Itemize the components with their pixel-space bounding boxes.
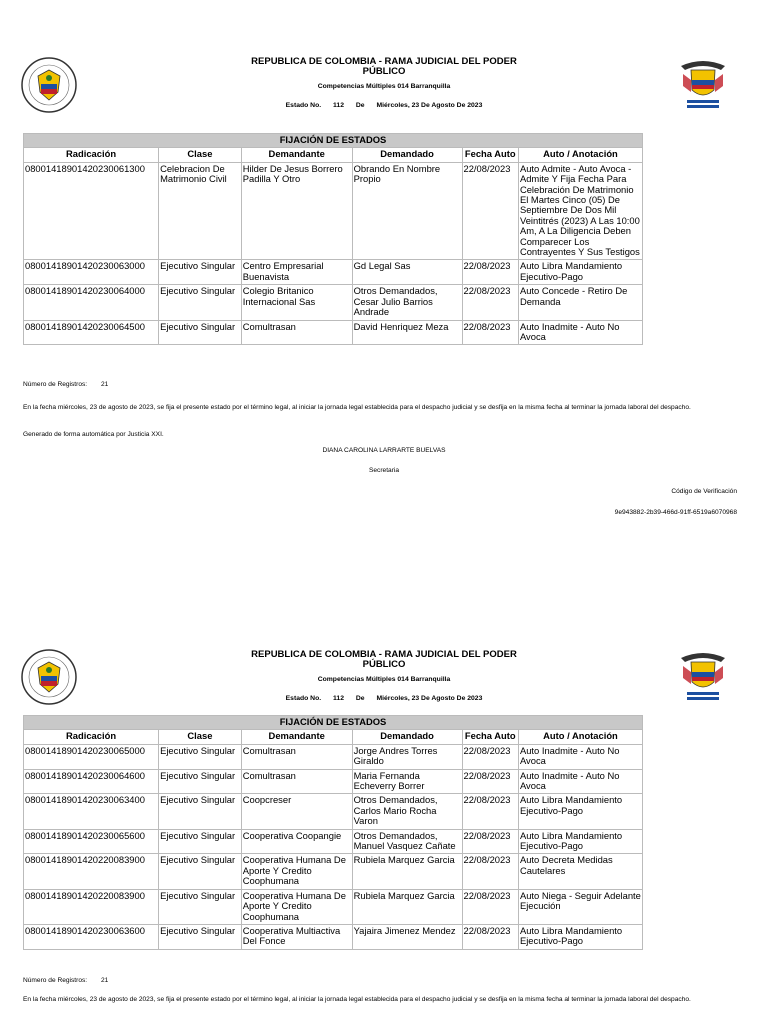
col-demandante: Demandante [241,148,352,162]
cell-fecha-auto: 22/08/2023 [462,260,518,285]
header-title-line1: REPUBLICA DE COLOMBIA - RAMA JUDICIAL DEL PODER [251,649,517,660]
cell-clase: Ejecutivo Singular [159,320,242,345]
header-estado-line [0,102,768,109]
col-fecha-auto: Fecha Auto [462,730,518,744]
col-clase: Clase [159,148,242,162]
estado-date: Miércoles, 23 De Agosto De 2023 [376,102,483,109]
cell-clase: Ejecutivo Singular [159,260,242,285]
table-row [24,285,643,320]
cell-demandado: David Henriquez Meza [352,320,462,345]
estado-label: Estado No. [285,695,322,702]
cell-demandado: Otros Demandados, Carlos Mario Rocha Varon [352,794,462,829]
cell-demandado: Otros Demandados, Manuel Vasquez Cañate [352,829,462,854]
cell-fecha-auto: 22/08/2023 [462,285,518,320]
registros-label: Número de Registros: [23,977,88,984]
de-label: De [355,695,365,702]
cell-fecha-auto: 22/08/2023 [462,924,518,949]
cell-fecha-auto: 22/08/2023 [462,854,518,889]
cell-demandado: Gd Legal Sas [352,260,462,285]
cell-demandante: Colegio Britanico Internacional Sas [241,285,352,320]
table-row [24,162,643,260]
registros-label: Número de Registros: [23,381,88,388]
cell-auto-anotacion: Auto Libra Mandamiento Ejecutivo-Pago [518,260,642,285]
cell-radicacion: 08001418901420230063000 [24,260,159,285]
header-title-line2: PÚBLICO [362,659,406,670]
document-page-2 [0,595,768,1024]
cell-fecha-auto: 22/08/2023 [462,320,518,345]
cell-fecha-auto: 22/08/2023 [462,794,518,829]
cell-demandado: Jorge Andres Torres Giraldo [352,744,462,769]
cell-demandado: Yajaira Jimenez Mendez [352,924,462,949]
estado-label: Estado No. [285,102,322,109]
table-row [24,829,643,854]
cell-radicacion: 08001418901420230064000 [24,285,159,320]
cell-fecha-auto: 22/08/2023 [462,744,518,769]
cell-radicacion: 08001418901420230064500 [24,320,159,345]
cell-clase: Ejecutivo Singular [159,744,242,769]
cell-demandante: Cooperativa Humana De Aporte Y Credito Coophumana [241,854,352,889]
verification-label: Código de Verificación [671,488,737,495]
cell-auto-anotacion: Auto Inadmite - Auto No Avoca [518,769,642,794]
signer-role: Secretaria [368,467,400,474]
table-row [24,260,643,285]
table-row [24,889,643,924]
cell-demandado: Obrando En Nombre Propio [352,162,462,260]
cell-demandante: Cooperativa Humana De Aporte Y Credito Coophumana [241,889,352,924]
cell-radicacion: 08001418901420220083900 [24,889,159,924]
table-row [24,769,643,794]
col-fecha-auto: Fecha Auto [462,148,518,162]
cell-radicacion: 08001418901420230065000 [24,744,159,769]
table-row [24,854,643,889]
table-row [24,320,643,345]
colombia-coat-of-arms-icon [673,56,733,114]
col-radicacion: Radicación [24,730,159,744]
de-label: De [355,102,365,109]
registros-line [23,381,743,389]
cell-demandante: Comultrasan [241,769,352,794]
estado-number: 112 [333,695,344,702]
cell-demandante: Centro Empresarial Buenavista [241,260,352,285]
cell-clase: Ejecutivo Singular [159,769,242,794]
table-caption: FIJACIÓN DE ESTADOS [24,716,643,730]
cell-auto-anotacion: Auto Libra Mandamiento Ejecutivo-Pago [518,829,642,854]
generated-note: Generado de forma automática por Justicia XXI. [23,431,164,438]
registros-line [23,977,743,985]
cell-radicacion: 08001418901420230063600 [24,924,159,949]
cell-auto-anotacion: Auto Inadmite - Auto No Avoca [518,744,642,769]
col-auto-anotacion: Auto / Anotación [518,730,642,744]
fijacion-table [23,133,643,345]
cell-auto-anotacion: Auto Admite - Auto Avoca - Admite Y Fija Fecha Para Celebración De Matrimonio El Martes Cinco (05) De Septiembre De Dos Mil Veintitrés (2023) A Las 10:00 Am, A La Diligencia Deben Comparecer Los Contrayentes Y Sus Testigos [518,162,642,260]
col-demandante: Demandante [241,730,352,744]
cell-demandante: Cooperativa Coopangie [241,829,352,854]
cell-demandado: Rubiela Marquez Garcia [352,889,462,924]
cell-auto-anotacion: Auto Niega - Seguir Adelante Ejecución [518,889,642,924]
cell-auto-anotacion: Auto Inadmite - Auto No Avoca [518,320,642,345]
registros-count: 21 [100,381,109,388]
document-header [0,650,768,702]
header-title-line2: PÚBLICO [362,66,406,77]
cell-demandado: Rubiela Marquez Garcia [352,854,462,889]
cell-demandante: Cooperativa Multiactiva Del Fonce [241,924,352,949]
cell-auto-anotacion: Auto Decreta Medidas Cautelares [518,854,642,889]
col-radicacion: Radicación [24,148,159,162]
header-subtitle: Competencias Múltiples 014 Barranquilla [317,83,451,90]
cell-radicacion: 08001418901420230063400 [24,794,159,829]
col-clase: Clase [159,730,242,744]
table-row [24,924,643,949]
table-header-row [24,730,643,744]
cell-radicacion: 08001418901420230064600 [24,769,159,794]
registros-count: 21 [100,977,109,984]
cell-demandado: Otros Demandados, Cesar Julio Barrios Andrade [352,285,462,320]
cell-clase: Ejecutivo Singular [159,889,242,924]
col-demandado: Demandado [352,148,462,162]
cell-demandante: Hilder De Jesus Borrero Padilla Y Otro [241,162,352,260]
colombia-coat-of-arms-icon [673,648,733,706]
col-auto-anotacion: Auto / Anotación [518,148,642,162]
cell-fecha-auto: 22/08/2023 [462,769,518,794]
cell-clase: Ejecutivo Singular [159,794,242,829]
cell-clase: Celebracion De Matrimonio Civil [159,162,242,260]
cell-fecha-auto: 22/08/2023 [462,829,518,854]
cell-auto-anotacion: Auto Libra Mandamiento Ejecutivo-Pago [518,924,642,949]
header-title-line1: REPUBLICA DE COLOMBIA - RAMA JUDICIAL DEL PODER [251,56,517,67]
col-demandado: Demandado [352,730,462,744]
cell-auto-anotacion: Auto Libra Mandamiento Ejecutivo-Pago [518,794,642,829]
header-subtitle: Competencias Múltiples 014 Barranquilla [317,676,451,683]
estado-number: 112 [333,102,344,109]
document-header [0,57,768,109]
cell-radicacion: 08001418901420230065600 [24,829,159,854]
cell-clase: Ejecutivo Singular [159,854,242,889]
cell-clase: Ejecutivo Singular [159,285,242,320]
cell-clase: Ejecutivo Singular [159,829,242,854]
signer-name: DIANA CAROLINA LARRARTE BUELVAS [322,447,446,454]
cell-fecha-auto: 22/08/2023 [462,889,518,924]
table-row [24,794,643,829]
cell-fecha-auto: 22/08/2023 [462,162,518,260]
table-header-row [24,148,643,162]
table-caption: FIJACIÓN DE ESTADOS [24,134,643,148]
cell-demandante: Comultrasan [241,320,352,345]
estado-date: Miércoles, 23 De Agosto De 2023 [376,695,483,702]
verification-code: 9e943882-2b39-466d-91ff-6519a6070968 [614,509,737,516]
cell-radicacion: 08001418901420220083900 [24,854,159,889]
cell-auto-anotacion: Auto Concede - Retiro De Demanda [518,285,642,320]
fijacion-table [23,715,643,950]
table-row [24,744,643,769]
cell-demandante: Coopcreser [241,794,352,829]
cell-demandado: Maria Fernanda Echeverry Borrer [352,769,462,794]
cell-radicacion: 08001418901420230061300 [24,162,159,260]
fijacion-notice: En la fecha miércoles, 23 de agosto de 2023, se fija el presente estado por el término legal, al iniciar la jornada legal establecida para el despacho judicial y se desfija en la misma fecha al terminar la jornada laboral del despacho. [23,404,691,411]
cell-demandante: Comultrasan [241,744,352,769]
header-estado-line [0,695,768,702]
fijacion-notice: En la fecha miércoles, 23 de agosto de 2023, se fija el presente estado por el término legal, al iniciar la jornada legal establecida para el despacho judicial y se desfija en la misma fecha al terminar la jornada laboral del despacho. [23,996,691,1003]
cell-clase: Ejecutivo Singular [159,924,242,949]
